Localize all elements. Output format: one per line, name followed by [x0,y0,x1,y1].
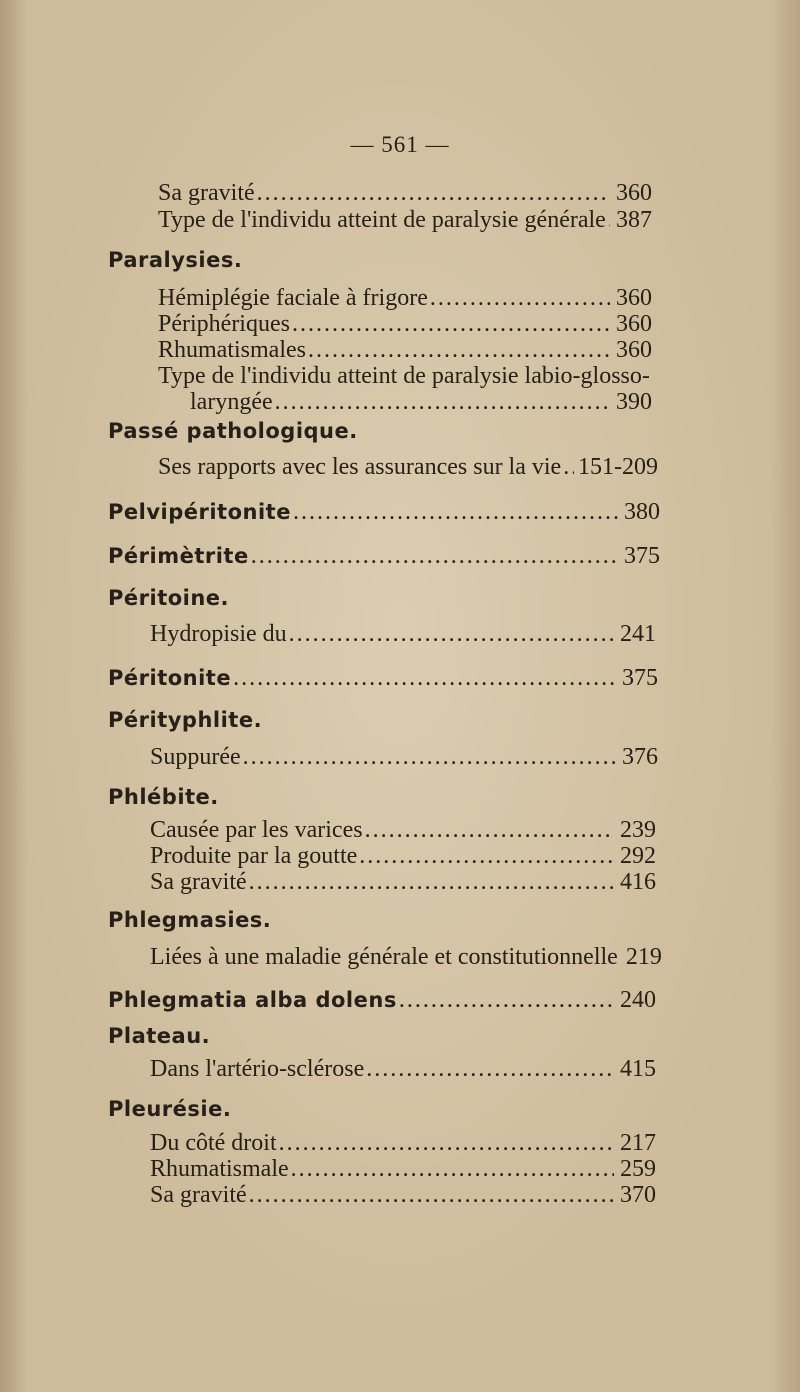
entry-heading: Pelvipéritonite [108,500,291,524]
entry-heading: Péritonite [108,666,232,690]
entry-page: 292 [620,843,656,869]
entry-page: 360 [616,285,652,311]
entry-label: Rhumatismale [150,1156,289,1182]
entry-label: Type de l'individu atteint de paralysie générale [158,207,606,233]
index-entry [150,742,658,772]
entry-label: Causée par les varices [150,817,363,843]
entry-page: 416 [620,869,656,895]
entry-label: Sa gravité [150,1182,247,1208]
leader-dots [289,619,614,649]
leader-dots [399,985,614,1015]
index-entry [158,452,658,482]
leader-dots [293,497,618,527]
section-heading: Plateau. [108,1024,211,1048]
index-entry [150,942,662,972]
leader-dots [563,452,574,482]
section-heading: Phlegmasies. [108,908,272,932]
entry-label: Suppurée [150,744,241,770]
section-heading: Péritoine. [108,586,230,610]
entry-page: 390 [616,389,652,415]
entry-page: 360 [616,337,652,363]
entry-page: 241 [620,621,656,647]
section-heading: Pérityphlite. [108,708,263,732]
entry-label: Sa gravité [150,869,247,895]
entry-page: 375 [624,543,660,569]
entry-heading: Phlegmatia alba dolens [108,988,397,1012]
index-entry [150,867,656,897]
leader-dots [249,1180,614,1210]
leader-dots [233,663,616,693]
index-entry [150,619,656,649]
index-entry [150,1180,656,1210]
leader-dots [249,867,614,897]
entry-label: Hydropisie du [150,621,287,647]
entry-label: Rhumatismales [158,337,306,363]
leader-dots [366,1054,614,1084]
entry-page: 380 [624,499,660,525]
entry-page: 217 [620,1130,656,1156]
section-heading: Phlébite. [108,785,219,809]
entry-label: Hémiplégie faciale à frigore [158,285,428,311]
index-entry [158,178,652,208]
page-number: — 561 — [350,132,450,157]
leader-dots [251,541,618,571]
entry-label: Produite par la goutte [150,843,358,869]
entry-label: Dans l'artério-sclérose [150,1056,365,1082]
entry-label: laryngée [190,389,273,415]
index-entry [108,985,656,1015]
entry-page: 219 [625,944,662,970]
entry-label: Ses rapports avec les assurances sur la vie [158,454,562,480]
entry-label: Périphériques [158,311,290,337]
entry-label: Type de l'individu atteint de paralysie labio-glosso- [158,363,650,389]
index-entry [108,541,660,571]
leader-dots [608,205,610,235]
entry-page: 415 [620,1056,656,1082]
entry-page: 259 [620,1156,656,1182]
leader-dots [257,178,610,208]
section-heading: Pleurésie. [108,1097,232,1121]
index-entry [158,205,652,235]
entry-page: 370 [620,1182,656,1208]
entry-page: 376 [622,744,658,770]
index-entry [190,387,652,417]
index-entry [150,1054,656,1084]
entry-page: 240 [620,987,656,1013]
entry-page: 375 [622,665,658,691]
section-heading: Passé pathologique. [108,419,358,443]
leader-dots [243,742,616,772]
entry-label: Sa gravité [158,180,255,206]
entry-label: Liées à une maladie générale et constitutionnelle [150,944,618,970]
entry-page: 360 [616,180,652,206]
entry-page: 151-209 [578,454,658,480]
index-entry [108,497,660,527]
leader-dots [275,387,610,417]
entry-heading: Périmètrite [108,544,249,568]
entry-page: 239 [620,817,656,843]
entry-page: 360 [616,311,652,337]
section-heading: Paralysies. [108,248,243,272]
entry-page: 387 [616,207,652,233]
index-entry [108,663,658,693]
entry-label: Du côté droit [150,1130,277,1156]
